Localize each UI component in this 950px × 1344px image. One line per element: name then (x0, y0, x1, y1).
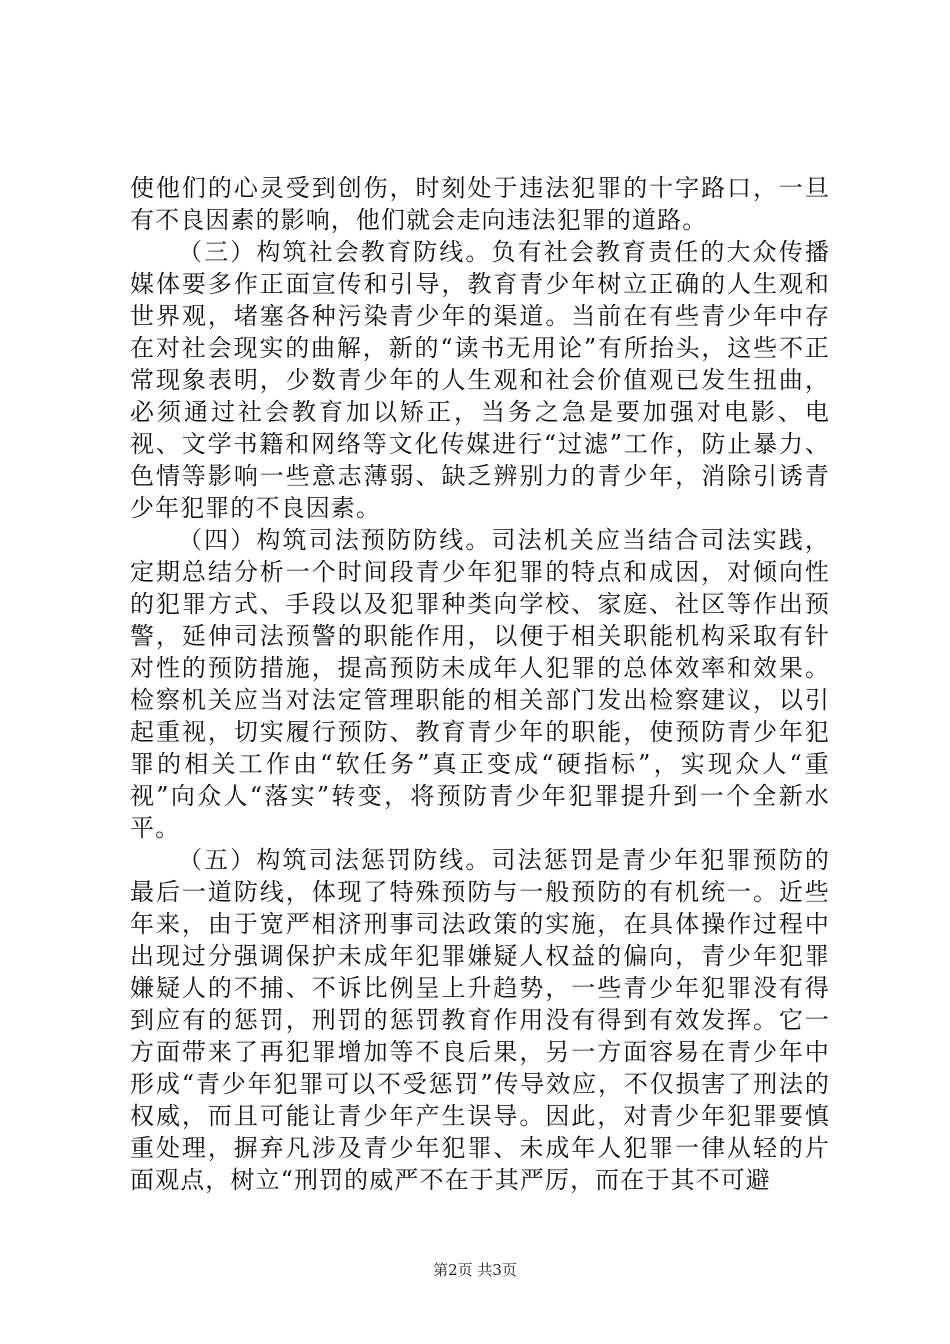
page-footer (0, 1260, 950, 1280)
page-number-label: 第2页 共3页 (433, 1261, 517, 1279)
paragraph-social-education: （三）构筑社会教育防线。负有社会教育责任的大众传播媒体要多作正面宣传和引导，教育青少年树立正确的人生观和世界观，堵塞各种污染青少年的渠道。当前在有些青少年中存在对社会现实的曲解，新的“读书无用论”有所抬头，这些不正常现象表明，少数青少年的人生观和社会价值观已发生扭曲，必须通过社会教育加以矫正，当务之急是要加强对电影、电视、文学书籍和网络等文化传媒进行“过滤”工作，防止暴力、色情等影响一些意志薄弱、缺乏辨别力的青少年，消除引诱青少年犯罪的不良因素。 (130, 238, 830, 522)
paragraph-judicial-prevention: （四）构筑司法预防防线。司法机关应当结合司法实践，定期总结分析一个时间段青少年犯罪的特点和成因，对倾向性的犯罪方式、手段以及犯罪种类向学校、家庭、社区等作出预警，延伸司法预警的职能作用，以便于相关职能机构采取有针对性的预防措施，提高预防未成年人犯罪的总体效率和效果。检察机关应当对法定管理职能的相关部门发出检察建议，以引起重视，切实履行预防、教育青少年的职能，使预防青少年犯罪的相关工作由“软任务”真正变成“硬指标”，实现众人“重视”向众人“落实”转变，将预防青少年犯罪提升到一个全新水平。 (130, 526, 830, 842)
paragraph-judicial-punishment: （五）构筑司法惩罚防线。司法惩罚是青少年犯罪预防的最后一道防线，体现了特殊预防与一般预防的有机统一。近些年来，由于宽严相济刑事司法政策的实施，在具体操作过程中出现过分强调保护未成年犯罪嫌疑人权益的偏向，青少年犯罪嫌疑人的不捕、不诉比例呈上升趋势，一些青少年犯罪没有得到应有的惩罚，刑罚的惩罚教育作用没有得到有效发挥。它一方面带来了再犯罪增加等不良后果，另一方面容易在青少年中形成“青少年犯罪可以不受惩罚”传导效应，不仅损害了刑法的权威，而且可能让青少年产生误导。因此，对青少年犯罪要慎重处理，摒弃凡涉及青少年犯罪、未成年人犯罪一律从轻的片面观点，树立“刑罚的威严不在于其严厉，而在于其不可避 (130, 846, 830, 1194)
document-body (130, 172, 830, 1196)
paragraph-continuation: 使他们的心灵受到创伤，时刻处于违法犯罪的十字路口，一旦有不良因素的影响，他们就会走向违法犯罪的道路。 (130, 174, 830, 234)
